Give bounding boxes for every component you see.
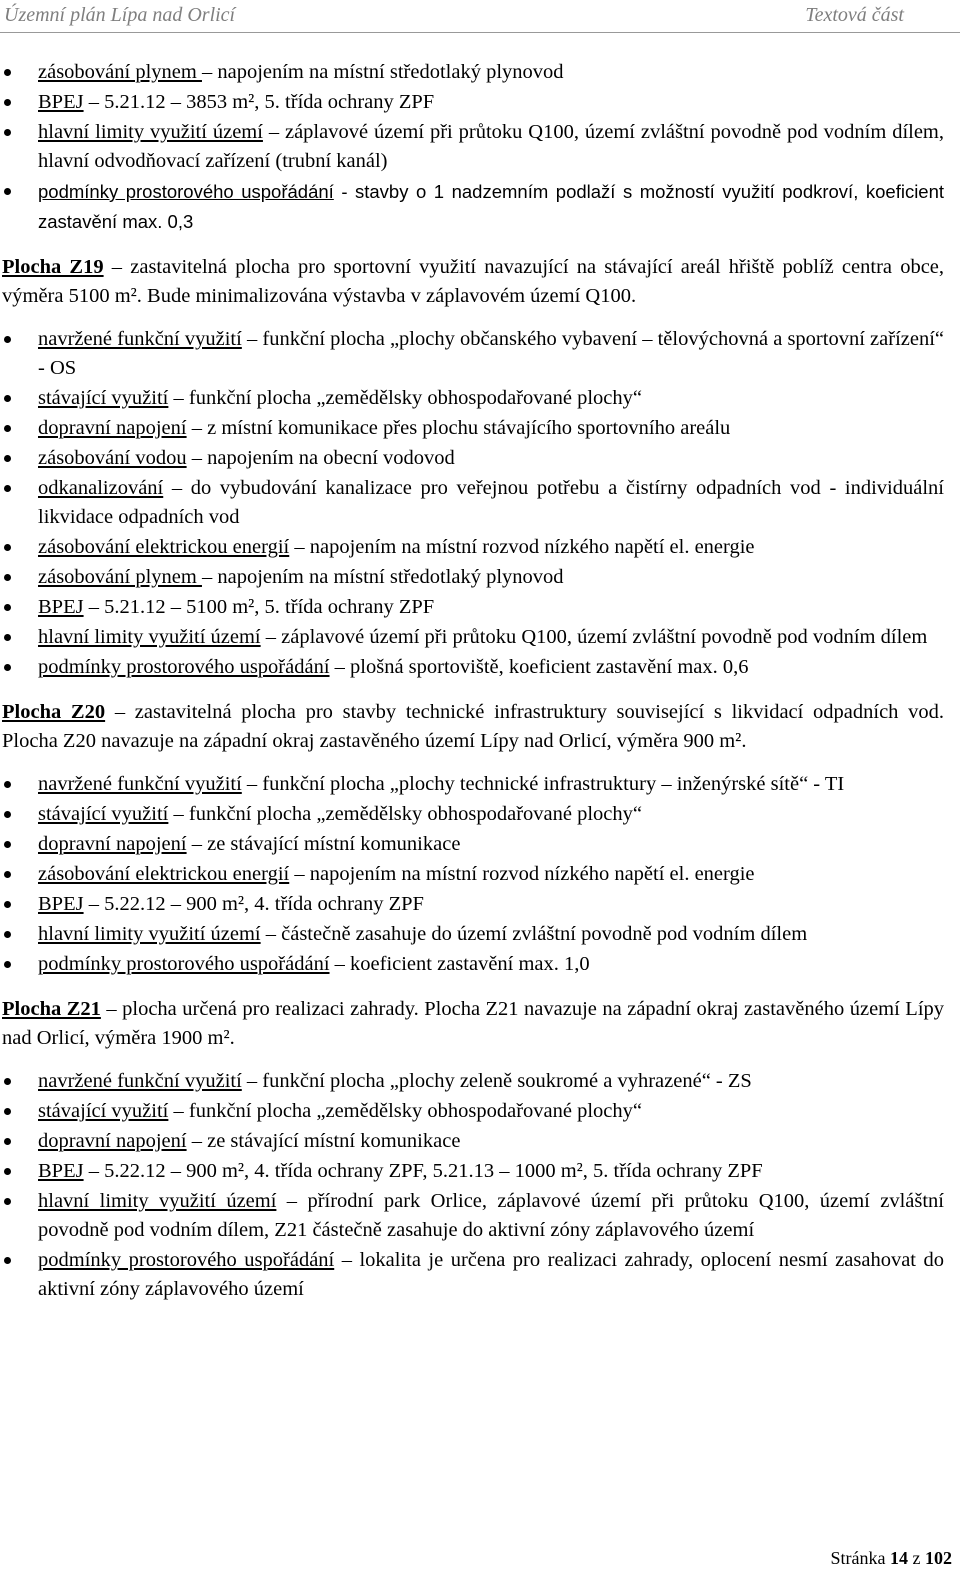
- list-item: [2, 1246, 944, 1304]
- item-key: BPEJ: [38, 596, 84, 618]
- plocha-z19-heading: Plocha Z19: [2, 256, 104, 278]
- item-separator: –: [241, 1070, 263, 1092]
- item-text: funkční plocha „zemědělsky obhospodařované plochy“: [188, 387, 642, 409]
- list-item: [2, 563, 944, 592]
- item-key: zásobování plynem: [38, 61, 202, 83]
- list-item: [2, 88, 944, 117]
- page-content: [2, 58, 944, 1305]
- item-key: podmínky prostorového uspořádání: [38, 1249, 335, 1271]
- item-text: napojením na místní středotlaký plynovod: [217, 566, 564, 588]
- paragraph-z21: Plocha Z21 – plocha určená pro realizaci zahrady. Plocha Z21 navazuje na západní okraj zastavěného území Lípy nad Orlicí, výměra 1900 m².: [2, 998, 945, 1049]
- list-item: [2, 1097, 944, 1126]
- item-key: BPEJ: [38, 1160, 84, 1182]
- page-footer: [831, 1546, 952, 1570]
- list-item: [2, 474, 944, 532]
- footer-of: z: [912, 1548, 921, 1568]
- plocha-z21-intro: plocha určená pro realizaci zahrady. Plocha Z21 navazuje na západní okraj zastavěného území Lípy nad Orlicí, výměra 1900 m².: [2, 998, 945, 1049]
- list-item: [2, 830, 944, 859]
- plocha-z20-heading: Plocha Z20: [2, 701, 106, 723]
- list-item: [2, 533, 944, 562]
- item-text: lokalita je určena pro realizaci zahrady, oplocení nesmí zasahovat do aktivní zóny záplavového území: [38, 1249, 944, 1300]
- item-text: 5.21.12 – 5100 m², 5. třída ochrany ZPF: [104, 596, 435, 618]
- item-separator: –: [201, 566, 218, 588]
- list-item: [2, 623, 944, 652]
- item-separator: –: [289, 536, 310, 558]
- footer-page-number: 14: [890, 1548, 908, 1568]
- list-item: [2, 770, 944, 799]
- item-text: 5.21.12 – 3853 m², 5. třída ochrany ZPF: [104, 91, 435, 113]
- item-text: plošná sportoviště, koeficient zastavění max. 0,6: [350, 656, 749, 678]
- list-item: [2, 593, 944, 622]
- item-text: ze stávající místní komunikace: [207, 833, 461, 855]
- item-text: z místní komunikace přes plochu stávajícího sportovního areálu: [207, 417, 731, 439]
- item-separator: –: [260, 626, 282, 648]
- item-key: zásobování vodou: [38, 447, 187, 469]
- plocha-z20-intro: zastavitelná plocha pro stavby technické infrastruktury související s likvidací odpadních vod. Plocha Z20 navazuje na západní okraj zastavěného území Lípy nad Orlicí, výměra 900 m².: [2, 701, 945, 752]
- item-text: částečně zasahuje do území zvláštní povodně pod vodním dílem: [281, 923, 808, 945]
- item-separator: –: [168, 387, 189, 409]
- page-header: [0, 0, 960, 33]
- item-text: záplavové území při průtoku Q100, území zvláštní povodně pod vodním dílem: [281, 626, 928, 648]
- item-key: odkanalizování: [38, 477, 164, 499]
- item-text: napojením na místní rozvod nízkého napětí el. energie: [309, 863, 755, 885]
- item-key: hlavní limity využití území: [38, 121, 263, 143]
- z19-bullet-list: [2, 325, 944, 682]
- item-key: stávající využití: [38, 1100, 169, 1122]
- list-item: [2, 1067, 944, 1096]
- list-item: [2, 860, 944, 889]
- item-separator: –: [186, 1130, 208, 1152]
- z21-bullet-list: [2, 1067, 944, 1304]
- list-item: [2, 890, 944, 919]
- item-key: podmínky prostorového uspořádání: [38, 953, 330, 975]
- list-item: [2, 384, 944, 413]
- item-key: navržené funkční využití: [38, 773, 242, 795]
- item-key: BPEJ: [38, 91, 84, 113]
- item-separator: –: [163, 477, 191, 499]
- footer-total-pages: 102: [925, 1548, 952, 1568]
- list-item: [2, 920, 944, 949]
- item-separator: –: [329, 953, 351, 975]
- item-key: dopravní napojení: [38, 417, 187, 439]
- list-item: [2, 800, 944, 829]
- plocha-z21-heading: Plocha Z21: [2, 998, 101, 1020]
- list-item: [2, 414, 944, 443]
- list-item: [2, 1127, 944, 1156]
- item-separator: –: [201, 61, 218, 83]
- item-text: 5.22.12 – 900 m², 4. třída ochrany ZPF: [104, 893, 424, 915]
- paragraph-z19: Plocha Z19 – zastavitelná plocha pro sportovní využití navazující na stávající areál hřiště poblíž centra obce, výměra 5100 m². Bude minimalizována výstavba v záplavovém území Q100.: [2, 256, 945, 307]
- item-text: funkční plocha „plochy občanského vybavení – tělovýchovná a sportovní zařízení“ - OS: [38, 328, 945, 379]
- item-text: ze stávající místní komunikace: [207, 1130, 461, 1152]
- item-text: - stavby o 1 nadzemním podlaží s možností využití podkroví, koeficient zastavění max. 0,3: [38, 181, 945, 232]
- item-separator: –: [276, 1190, 308, 1212]
- item-text: napojením na obecní vodovod: [207, 447, 455, 469]
- item-text: napojením na místní rozvod nízkého napětí el. energie: [309, 536, 755, 558]
- item-key: navržené funkční využití: [38, 1070, 242, 1092]
- item-key: dopravní napojení: [38, 833, 187, 855]
- item-text: napojením na místní středotlaký plynovod: [217, 61, 564, 83]
- item-text: 5.22.12 – 900 m², 4. třída ochrany ZPF, 5.21.13 – 1000 m², 5. třída ochrany ZPF: [104, 1160, 763, 1182]
- item-separator: –: [334, 1249, 360, 1271]
- list-item: [2, 444, 944, 473]
- item-separator: –: [83, 91, 105, 113]
- item-key: podmínky prostorového uspořádání: [38, 656, 330, 678]
- item-text: funkční plocha „zemědělsky obhospodařované plochy“: [188, 1100, 642, 1122]
- item-key: hlavní limity využití území: [38, 1190, 277, 1212]
- item-separator: –: [186, 833, 208, 855]
- list-item: [2, 325, 944, 383]
- item-text: koeficient zastavění max. 1,0: [350, 953, 590, 975]
- item-key: zásobování elektrickou energií: [38, 536, 290, 558]
- item-text: záplavové území při průtoku Q100, území zvláštní povodně pod vodním dílem, hlavní odvodňovací zařízení (trubní kanál): [38, 121, 944, 172]
- item-separator: –: [241, 328, 263, 350]
- list-item: [2, 1157, 944, 1186]
- item-key: stávající využití: [38, 803, 169, 825]
- item-key: stávající využití: [38, 387, 169, 409]
- item-key: BPEJ: [38, 893, 84, 915]
- list-item: [2, 653, 944, 682]
- top-bullet-list: [2, 58, 944, 237]
- header-section-title: Textová část: [805, 4, 904, 26]
- plocha-z19-intro: zastavitelná plocha pro sportovní využití navazující na stávající areál hřiště poblíž centra obce, výměra 5100 m². Bude minimalizována výstavba v záplavovém území Q100.: [2, 256, 945, 307]
- list-item: [2, 58, 944, 87]
- item-key: zásobování plynem: [38, 566, 202, 588]
- item-key: hlavní limity využití území: [38, 626, 261, 648]
- paragraph-z20: Plocha Z20 – zastavitelná plocha pro stavby technické infrastruktury související s likvidací odpadních vod. Plocha Z20 navazuje na západní okraj zastavěného území Lípy nad Orlicí, výměra 900 m².: [2, 701, 945, 752]
- item-separator: –: [83, 893, 105, 915]
- item-text: funkční plocha „zemědělsky obhospodařované plochy“: [188, 803, 642, 825]
- item-text: funkční plocha „plochy technické infrastruktury – inženýrské sítě“ - TI: [262, 773, 845, 795]
- item-key: zásobování elektrickou energií: [38, 863, 290, 885]
- item-separator: –: [262, 121, 285, 143]
- item-separator: –: [168, 803, 189, 825]
- list-item: [2, 1187, 944, 1245]
- item-separator: –: [260, 923, 282, 945]
- item-separator: –: [83, 1160, 105, 1182]
- item-text: funkční plocha „plochy zeleně soukromé a vyhrazené“ - ZS: [262, 1070, 752, 1092]
- item-separator: –: [83, 596, 105, 618]
- item-separator: –: [168, 1100, 189, 1122]
- item-key: dopravní napojení: [38, 1130, 187, 1152]
- item-key: hlavní limity využití území: [38, 923, 261, 945]
- item-key: navržené funkční využití: [38, 328, 242, 350]
- item-separator: –: [186, 447, 208, 469]
- item-key: podmínky prostorového uspořádání: [38, 181, 334, 202]
- item-separator: –: [241, 773, 263, 795]
- item-text: přírodní park Orlice, záplavové území při průtoku Q100, území zvláštní povodně pod vodním dílem, Z21 částečně zasahuje do aktivní zóny záplavového území: [38, 1190, 944, 1241]
- item-separator: –: [186, 417, 208, 439]
- z20-bullet-list: [2, 770, 944, 979]
- item-text: do vybudování kanalizace pro veřejnou potřebu a čistírny odpadních vod - individuální likvidace odpadních vod: [38, 477, 944, 528]
- list-item: [2, 118, 944, 176]
- item-separator: –: [329, 656, 351, 678]
- header-document-title: Územní plán Lípa nad Orlicí: [4, 4, 236, 26]
- item-separator: –: [289, 863, 310, 885]
- list-item: [2, 177, 944, 237]
- footer-label: Stránka: [830, 1548, 886, 1568]
- list-item: [2, 950, 944, 979]
